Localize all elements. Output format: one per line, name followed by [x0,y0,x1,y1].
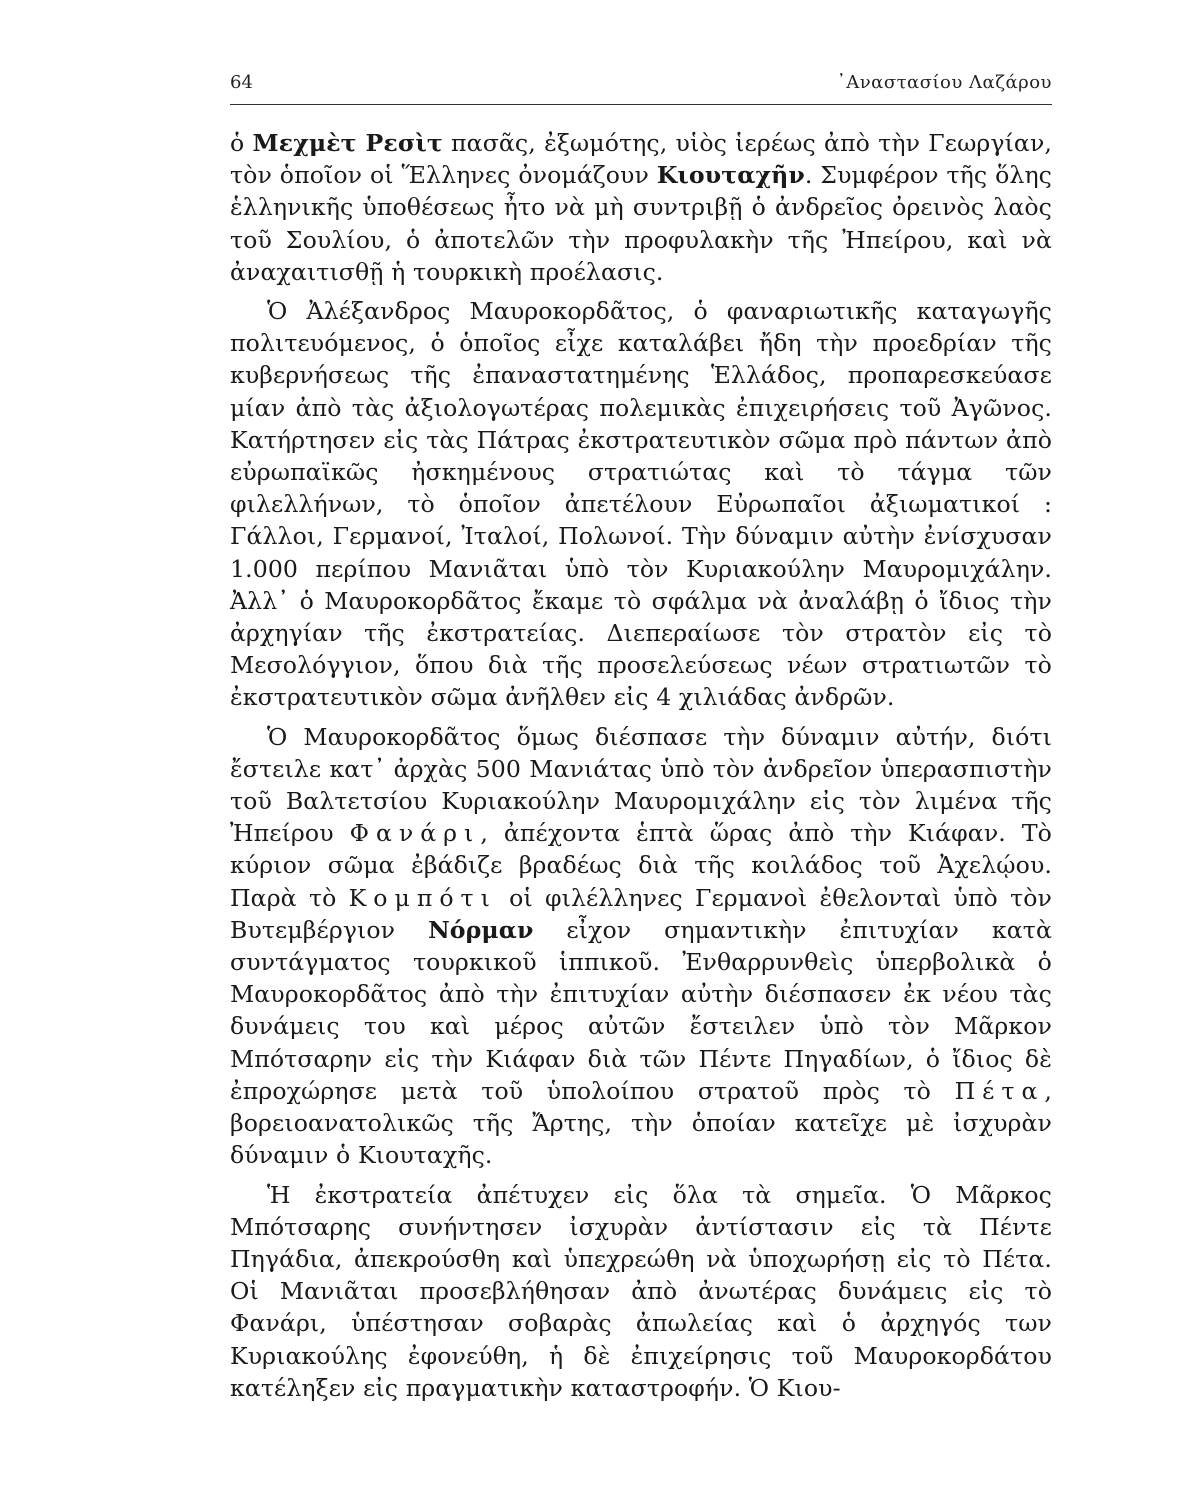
paragraph-4: Ἡ ἐκστρατεία ἀπέτυχεν εἰς ὅλα τὰ σημεῖα. Ὁ Μᾶρκος Μπότσαρης συνήντησεν ἰσχυρὰν ἀντίστασιν εἰς τὰ Πέντε Πηγάδια, ἀπεκρούσθη καὶ ὑπεχρεώθη νὰ ὑποχωρήσῃ εἰς τὸ Πέτα. Οἱ Μανιᾶται προσεβλήθησαν ἀπὸ ἀνωτέρας δυνάμεις εἰς τὸ Φανάρι, ὑπέστησαν σοβαρὰς ἀπωλείας καὶ ὁ ἀρχηγός των Κυριακούλης ἐφονεύθη, ἡ δὲ ἐπιχείρησις τοῦ Μαυροκορδάτου κατέληξεν εἰς πραγματικὴν καταστροφήν. Ὁ Κιου- [230,1180,1052,1402]
place-fanari: Φανάρι [349,819,481,848]
place-peta: Πέτα [954,1076,1045,1105]
header-rule [230,104,1052,105]
body-text [230,127,1052,1411]
running-head: ᾿Αναστασίου Λαζάρου [836,72,1052,93]
name-norman: Νόρμαν [428,915,534,944]
place-kompoti: Κομπότι [348,883,497,912]
paragraph-2: Ὁ Ἀλέξανδρος Μαυροκορδᾶτος, ὁ φαναριωτικῆς καταγωγῆς πολιτευόμενος, ὁ ὁποῖος εἶχε καταλάβει ἤδη τὴν προεδρίαν τῆς κυβερνήσεως τῆς ἐπαναστατημένης Ἑλλάδος, προπαρεσκεύασε μίαν ἀπὸ τὰς ἀξιολογωτέρας πολεμικὰς ἐπιχειρήσεις τοῦ Ἀγῶνος. Κατήρτησεν εἰς τὰς Πάτρας ἐκστρατευτικὸν σῶμα πρὸ πάντων ἀπὸ εὐρωπαϊκῶς ἠσκημένους στρατιώτας καὶ τὸ τάγμα τῶν φιλελλήνων, τὸ ὁποῖον ἀπετέλουν Εὐρωπαῖοι ἀξιωματικοί : Γάλλοι, Γερμανοί, Ἰταλοί, Πολωνοί. Τὴν δύναμιν αὐτὴν ἐνίσχυσαν 1.000 περίπου Μανιᾶται ὑπὸ τὸν Κυριακούλην Μαυρομιχάλην. Ἀλλ᾿ ὁ Μαυροκορδᾶτος ἔκαμε τὸ σφάλμα νὰ ἀναλάβῃ ὁ ἴδιος τὴν ἀρχηγίαν τῆς ἐκστρατείας. Διεπεραίωσε τὸν στρατὸν εἰς τὸ Μεσολόγγιον, ὅπου διὰ τῆς προσελεύσεως νέων στρατιωτῶν τὸ ἐκστρατευτικὸν σῶμα ἀνῆλθεν εἰς 4 χιλιάδας ἀνδρῶν. [230,297,1052,712]
page-number: 64 [230,72,253,93]
paragraph-1: ὁ Μεχμὲτ Ρεσὶτ πασᾶς, ἐξωμότης, υἱὸς ἱερέως ἀπὸ τὴν Γεωργίαν, τὸν ὁποῖον οἱ Ἕλληνες ὀνομάζουν Κιουταχῆν. Συμφέρον τῆς ὅλης ἑλληνικῆς ὑποθέσεως ἦτο νὰ μὴ συντριβῇ ὁ ἀνδρεῖος ὀρεινὸς λαὸς τοῦ Σουλίου, ὁ ἀποτελῶν τὴν προφυλακὴν τῆς Ἠπείρου, καὶ νὰ ἀναχαιτισθῇ ἡ τουρκικὴ προέλασις. [230,129,1053,286]
name-kioutachis: Κιουταχῆν [656,161,805,190]
page-header [230,72,1052,98]
paragraph-3: Ὁ Μαυροκορδᾶτος ὅμως διέσπασε τὴν δύναμιν αὐτήν, διότι ἔστειλε κατ᾿ ἀρχὰς 500 Μανιάτας ὑπὸ τὸν ἀνδρεῖον ὑπερασπιστὴν τοῦ Βαλτετσίου Κυριακούλην Μαυρομιχάλην εἰς τὸν λιμένα τῆς Ἠπείρου Φανάρι, ἀπέχοντα ἑπτὰ ὥρας ἀπὸ τὴν Κιάφαν. Τὸ κύριον σῶμα ἐβάδιζε βραδέως διὰ τῆς κοιλάδος τοῦ Ἀχελῴου. Παρὰ τὸ Κομπότι οἱ φιλέλληνες Γερμανοὶ ἐθελονταὶ ὑπὸ τὸν Βυτεμβέργιον Νόρμαν εἶχον σημαντικὴν ἐπιτυχίαν κατὰ συντάγματος τουρκικοῦ ἱππικοῦ. Ἐνθαρρυνθεὶς ὑπερβολικὰ ὁ Μαυροκορδᾶτος ἀπὸ τὴν ἐπιτυχίαν αὐτὴν διέσπασεν ἐκ νέου τὰς δυνάμεις του καὶ μέρος αὐτῶν ἔστειλεν ὑπὸ τὸν Μᾶρκον Μπότσαρην εἰς τὴν Κιάφαν διὰ τῶν Πέντε Πηγαδίων, ὁ ἴδιος δὲ ἐπροχώρησε μετὰ τοῦ ὑπολοίπου στρατοῦ πρὸς τὸ Πέτα, βορειοανατολικῶς τῆς Ἄρτης, τὴν ὁποίαν κατεῖχε μὲ ἰσχυρὰν δύναμιν ὁ Κιουταχῆς. [230,722,1052,1170]
name-mehmet-resit: Μεχμὲτ Ρεσὶτ [252,129,443,157]
